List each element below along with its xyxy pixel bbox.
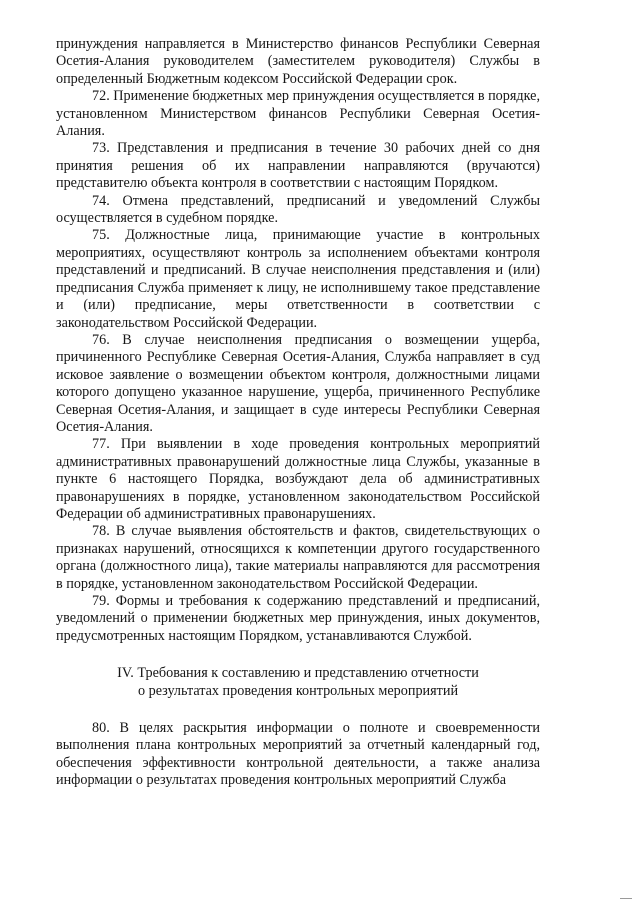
paragraph-80: 80. В целях раскрытия информации о полноте и своевременности выполнения плана контрольных мероприятий за отчетный календарный год, обеспечения эффективности контрольной деятельности, а также анализа информации о результатах проведения контрольных мероприятий Служба xyxy=(56,720,540,789)
paragraph-71-continuation: принуждения направляется в Министерство финансов Республики Северная Осетия-Алания руководителем (заместителем руководителя) Службы в определенный Бюджетным кодексом Российской Федерации срок. xyxy=(56,36,540,87)
section-heading xyxy=(56,665,540,700)
paragraph-72: 72. Применение бюджетных мер принуждения осуществляется в порядке, установленном Министерством финансов Республики Северная Осетия-Алания. xyxy=(56,88,540,140)
paragraph-74: 74. Отмена представлений, предписаний и уведомлений Службы осуществляется в судебном порядке. xyxy=(56,192,540,227)
page-corner-mark xyxy=(620,898,632,899)
paragraph-73: 73. Представления и предписания в течение 30 рабочих дней со дня принятия решения об их направлении направляются (вручаются) представителю объекта контроля в соответствии с настоящим Порядком. xyxy=(56,140,540,192)
section-heading-line-2: о результатах проведения контрольных мероприятий xyxy=(137,682,459,699)
paragraph-79: 79. Формы и требования к содержанию представлений и предписаний, уведомлений о применении бюджетных мер принуждения, иных документов, предусмотренных настоящим Порядком, устанавливаются Службой. xyxy=(56,593,540,644)
document-body xyxy=(56,36,540,790)
section-heading-line-1: IV. Требования к составлению и представлению отчетности xyxy=(117,665,479,682)
paragraph-78: 78. В случае выявления обстоятельств и фактов, свидетельствующих о признаках нарушений, относящихся к компетенции другого государственного органа (должностного лица), такие материалы направляются для рассмотрения в порядке, установленном законодательством Российской Федерации. xyxy=(56,523,540,592)
paragraph-75: 75. Должностные лица, принимающие участие в контрольных мероприятиях, осуществляют контроль за исполнением объектами контроля представлений и предписаний. В случае неисполнения представления и (или) предписания Служба применяет к лицу, не исполнившему такое представление и (или) предписание, меры ответственности в соответствии с законодательством Российской Федерации. xyxy=(56,227,540,331)
paragraph-77: 77. При выявлении в ходе проведения контрольных мероприятий административных правонарушений должностные лица Службы, указанные в пункте 6 настоящего Порядка, возбуждают дела об административных правонарушениях в порядке, установленном законодательством Российской Федерации об административных правонарушениях. xyxy=(56,436,540,522)
paragraph-76: 76. В случае неисполнения предписания о возмещении ущерба, причиненного Республике Северная Осетия-Алания, Служба направляет в суд исковое заявление о возмещении объектом контроля, должностными лицами которого допущено указанное нарушение, ущерба, причиненного Республике Северная Осетия-Алания, и защищает в суде интересы Республики Северная Осетия-Алания. xyxy=(56,331,540,435)
